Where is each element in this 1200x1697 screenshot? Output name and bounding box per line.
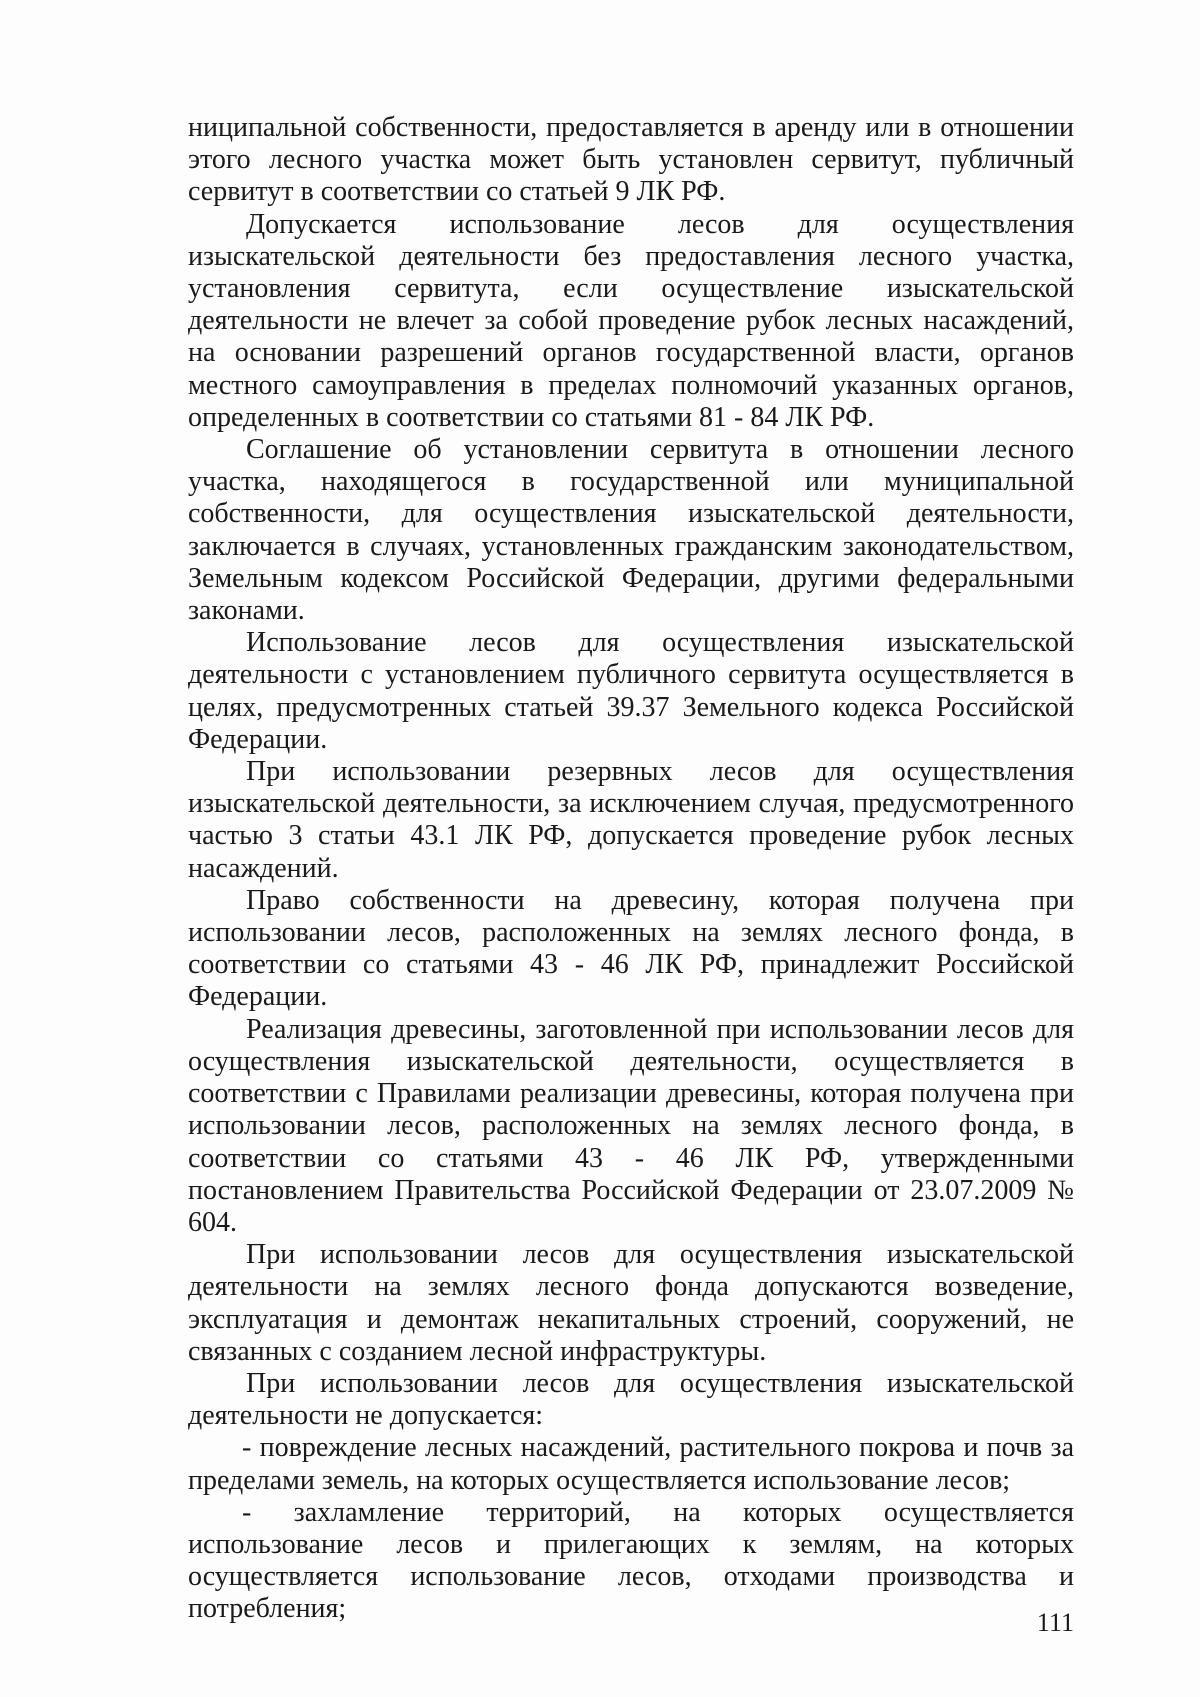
body-text <box>188 112 1074 1626</box>
page-number: 111 <box>1036 1608 1074 1637</box>
paragraph-timber-sale: Реализация древесины, заготовленной при использовании лесов для осуществления изыскательской деятельности, осуществляется в соответствии с Правилами реализации древесины, которая получена при использовании лесов, расположенных на землях лесного фонда, в соответствии со статьями 43 - 46 ЛК РФ, утвержденными постановлением Правительства Российской Федерации от 23.07.2009 № 604. <box>188 1013 1074 1238</box>
paragraph-temporary-structures: При использовании лесов для осуществления изыскательской деятельности на землях лесного фонда допускаются возведение, эксплуатация и демонтаж некапитальных строений, сооружений, не связанных с созданием лесной инфраструктуры. <box>188 1239 1074 1367</box>
list-item-damage: - повреждение лесных насаждений, растительного покрова и почв за пределами земель, на которых осуществляется использование лесов; <box>188 1432 1074 1496</box>
paragraph-public-servitude: Использование лесов для осуществления изыскательской деятельности с установлением публичного сервитута осуществляется в целях, предусмотренных статьей 39.37 Земельного кодекса Российской Федерации. <box>188 627 1074 755</box>
paragraph-reserve-forests: При использовании резервных лесов для осуществления изыскательской деятельности, за исключением случая, предусмотренного частью 3 статьи 43.1 ЛК РФ, допускается проведение рубок лесных насаждений. <box>188 756 1074 884</box>
paragraph-prohibitions-intro: При использовании лесов для осуществления изыскательской деятельности не допускается: <box>188 1367 1074 1432</box>
paragraph-survey-permits: Допускается использование лесов для осуществления изыскательской деятельности без предоставления лесного участка, установления сервитута, если осуществление изыскательской деятельности не влечет за собой проведение рубок лесных насаждений, на основании разрешений органов государственной власти, органов местного самоуправления в пределах полномочий указанных органов, определенных в соответствии со статьями 81 - 84 ЛК РФ. <box>188 208 1074 433</box>
list-item-littering: - захламление территорий, на которых осуществляется использование лесов и прилегающих к землям, на которых осуществляется использование лесов, отходами производства и потребления; <box>188 1496 1074 1625</box>
paragraph-servitude-agreement: Соглашение об установлении сервитута в отношении лесного участка, находящегося в государственной или муниципальной собственности, для осуществления изыскательской деятельности, заключается в случаях, установленных гражданским законодательством, Земельным кодексом Российской Федерации, другими федеральными законами. <box>188 434 1074 627</box>
paragraph-continuation: ниципальной собственности, предоставляется в аренду или в отношении этого лесного участка может быть установлен сервитут, публичный сервитут в соответствии со статьей 9 ЛК РФ. <box>188 112 1074 208</box>
paragraph-timber-ownership: Право собственности на древесину, которая получена при использовании лесов, расположенных на землях лесного фонда, в соответствии со статьями 43 - 46 ЛК РФ, принадлежит Российской Федерации. <box>188 884 1074 1013</box>
